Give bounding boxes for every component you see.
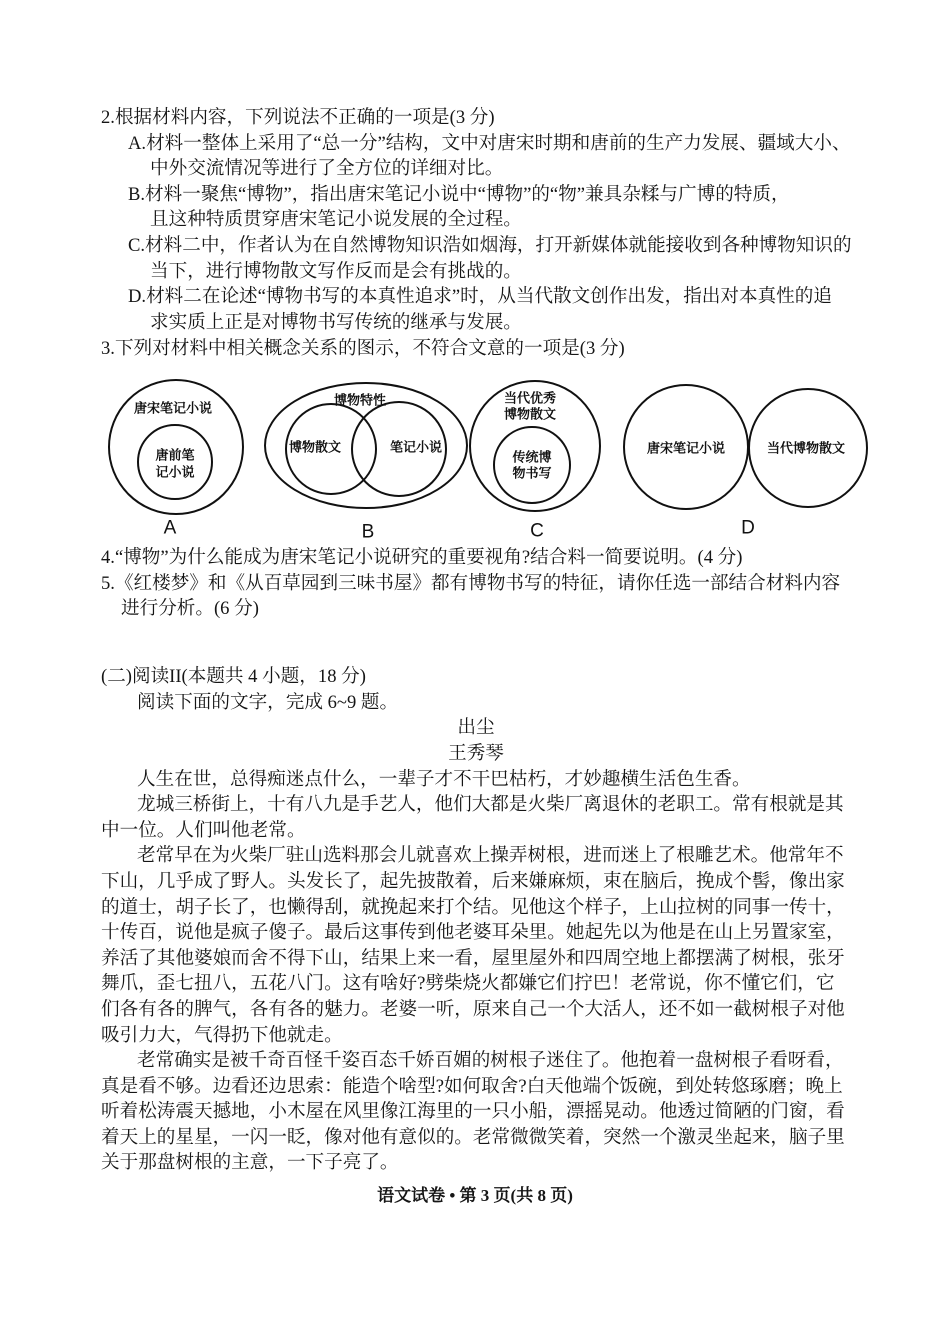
diagram-d — [624, 385, 867, 539]
diagram-d-label: D — [741, 517, 755, 539]
paragraph-line: 着天上的星星，一闪一眨，像对他有意似的。老常微微笑着，突然一个激灵坐起来，脑子里 — [101, 1126, 845, 1148]
diagram-d-left-text: 唐宋笔记小说 — [646, 440, 726, 456]
diagram-a-label: A — [163, 517, 177, 539]
paragraph-line: 听着松涛震天撼地，小木屋在风里像江海里的一只小船，漂摇晃动。他透过简陋的门窗，看 — [101, 1101, 845, 1123]
paragraph-line: 吸引力大，气得扔下他就走。 — [101, 1024, 343, 1046]
paragraph-line: 十传百，说他是疯子傻子。最后这事传到他老婆耳朵里。她起先以为他是在山上另置家室， — [101, 922, 845, 944]
diagram-a-inner-text-1: 唐前笔 — [155, 447, 195, 463]
diagram-a-outer-text: 唐宋笔记小说 — [133, 400, 213, 416]
paragraph-1 — [0, 767, 950, 793]
paragraph-4 — [0, 1048, 950, 1176]
question-2-stem: 2.根据材料内容，下列说法不正确的一项是(3 分) — [101, 107, 495, 128]
diagram-a — [109, 380, 243, 539]
option-c-line-1: C.材料二中，作者认为在自然博物知识浩如烟海，打开新媒体就能接收到各种博物知识的 — [128, 234, 852, 256]
diagram-d-right-text: 当代博物散文 — [766, 440, 846, 456]
section-heading: (二)阅读II(本题共 4 小题，18 分) — [101, 666, 366, 688]
paragraph-2 — [0, 792, 950, 843]
concept-diagrams — [0, 370, 950, 550]
diagram-b-outer-text: 博物特性 — [333, 392, 387, 408]
diagram-b — [265, 383, 467, 543]
option-c-line-2: 当下，进行博物散文写作反而是会有挑战的。 — [150, 260, 522, 282]
diagram-b-label: B — [361, 521, 375, 543]
diagram-b-right-text: 笔记小说 — [389, 439, 443, 455]
question-2 — [0, 105, 950, 335]
question-3-stem: 3.下列对材料中相关概念关系的图示，不符合文意的一项是(3 分) — [101, 337, 625, 359]
diagram-c-outer-text-2: 博物散文 — [503, 406, 557, 422]
page-footer: 语文试卷 • 第 3 页(共 8 页) — [377, 1186, 573, 1205]
paragraph-line: 关于那盘树根的主意，一下子亮了。 — [101, 1152, 399, 1174]
paragraph-line: 养活了其他婆娘而舍不得下山，结果上来一看，屋里屋外和四周空地上都摆满了树根，张牙 — [101, 947, 845, 969]
section-instruction: 阅读下面的文字，完成 6~9 题。 — [137, 691, 399, 713]
paragraph-line: 下山，几乎成了野人。头发长了，起先披散着，后来嫌麻烦，束在脑后，挽成个髻，像出家 — [101, 870, 845, 892]
paragraph-line: 中一位。人们叫他老常。 — [101, 819, 306, 841]
option-b-line-2: 且这种特质贯穿唐宋笔记小说发展的全过程。 — [150, 209, 522, 231]
paragraph-line: 老常确实是被千奇百怪千姿百态千娇百媚的树根子迷住了。他抱着一盘树根子看呀看， — [137, 1050, 844, 1072]
question-4-stem: 4.“博物”为什么能成为唐宋笔记小说研究的重要视角?结合料一简要说明。(4 分) — [101, 547, 743, 569]
paragraph-line: 龙城三桥街上，十有八九是手艺人，他们大都是火柴厂离退休的老职工。常有根就是其 — [137, 794, 844, 816]
questions-4-5 — [0, 545, 950, 622]
diagram-c-label: C — [530, 520, 544, 542]
question-5-line-1: 5.《红楼梦》和《从百草园到三味书屋》都有博物书写的特征，请你任选一部结合材料内容 — [101, 572, 841, 594]
paragraph-3 — [0, 843, 950, 1048]
paragraph-line: 们各有各的脾气，各有各的魅力。老婆一听，原来自己一个大活人，还不如一截树根子对他 — [101, 998, 845, 1020]
question-3 — [0, 336, 950, 362]
article-title: 出尘 — [457, 717, 495, 739]
question-5-line-2: 进行分析。(6 分) — [121, 598, 259, 620]
article-author: 王秀琴 — [448, 742, 504, 764]
diagram-b-left-text: 博物散文 — [288, 439, 342, 455]
option-d-line-1: D.材料二在论述“博物书写的本真性追求”时，从当代散文创作出发，指出对本真性的追 — [128, 286, 832, 308]
paragraph-line: 人生在世，总得痴迷点什么，一辈子才不干巴枯朽，才妙趣横生活色生香。 — [137, 768, 751, 790]
reading-section-2 — [0, 664, 950, 1176]
diagram-c — [470, 381, 600, 542]
paragraph-line: 的道士，胡子长了，也懒得刮，就挽起来打个结。见他这个样子，上山拉树的同事一传十， — [101, 896, 845, 918]
option-a-line-1: A.材料一整体上采用了“总一分”结构，文中对唐宋时期和唐前的生产力发展、疆域大小、 — [128, 132, 851, 154]
diagram-c-inner-text-1: 传统博 — [512, 449, 552, 465]
paragraph-line: 舞爪，歪七扭八，五花八门。这有啥好?劈柴烧火都嫌它们拧巴！老常说，你不懂它们，它 — [101, 973, 835, 995]
diagram-c-inner-text-2: 物书写 — [512, 465, 552, 481]
paragraph-line: 老常早在为火柴厂驻山选料那会儿就喜欢上操弄树根，进而迷上了根雕艺术。他常年不 — [137, 845, 844, 867]
diagram-c-outer-text-1: 当代优秀 — [503, 390, 557, 406]
paragraph-line: 真是看不够。边看还边思索：能造个啥型?如何取舍?白天他端个饭碗，到处转悠琢磨；晚上 — [101, 1075, 843, 1097]
option-a-line-2: 中外交流情况等进行了全方位的详细对比。 — [150, 158, 504, 180]
diagram-a-inner-text-2: 记小说 — [155, 464, 195, 480]
option-b-line-1: B.材料一聚焦“博物”，指出唐宋笔记小说中“博物”的“物”兼具杂糅与广博的特质， — [128, 183, 790, 205]
option-d-line-2: 求实质上正是对博物书写传统的继承与发展。 — [150, 311, 522, 333]
